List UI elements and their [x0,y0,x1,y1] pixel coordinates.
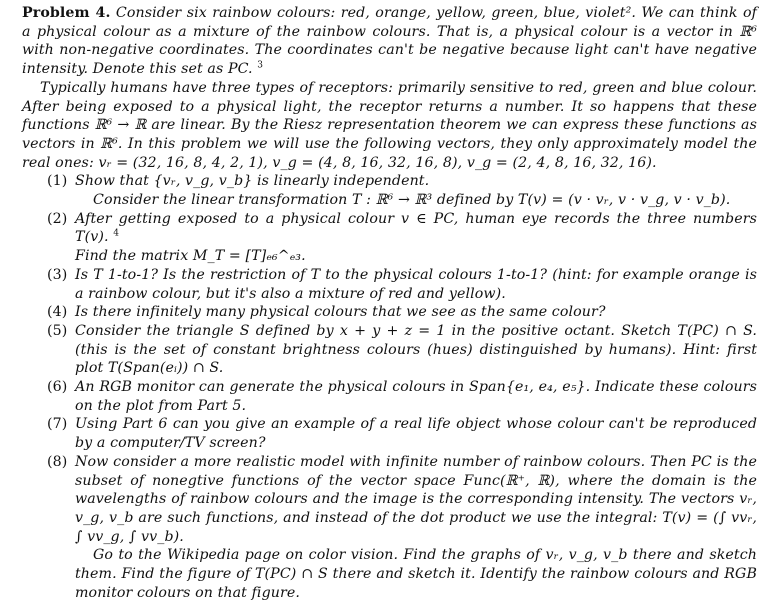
question-number: (1) [47,173,68,190]
question-number: (2) [47,210,68,227]
intro-text: Consider six rainbow colours: red, orange, yellow, green, blue, violet². We can think of a physical colour as a mixture of the rainbow colours. That is, a physical colour is a vector in ℝ⁶ with non-negative coordinates. The coordinates can't be negative because light can't have negative intensity. Denote this set as PC. [22,5,757,78]
question-continuation: Find the matrix M_T = [T]ₑ₆^ₑ₃. [75,248,306,265]
receptor-text: Typically humans have three types of receptors: primarily sensitive to red, green and blue colour. After being exposed to a physical light, the receptor returns a number. It so happens that these functions ℝ⁶ → ℝ are linear. By the Riesz representation theorem we can express these functions as vectors in ℝ⁶. In this problem we will use the following vectors, they only approximately model the real ones: [22,79,757,171]
question-item-6 [47,378,757,415]
question-item-8 [47,453,757,603]
question-text: Is there infinitely many physical colours that we see as the same colour? [75,304,606,321]
receptor-paragraph [22,79,757,173]
question-number: (5) [47,322,68,339]
vector-definitions: vᵣ = (32, 16, 8, 4, 2, 1), v_g = (4, 8, 16, 32, 16, 8), v_g = (2, 4, 8, 16, 32, 16). [98,154,657,171]
problem-title: Problem 4. [22,5,111,21]
intro-footnote-marker: 3 [257,60,264,71]
question-number: (8) [47,453,68,470]
question-text: Consider the triangle S defined by x + y + z = 1 in the positive octant. Sketch T(PC) ∩ S. (this is the set of constant brightness colours (hues) distinguished by humans). Hint: first plot T(Span(eᵢ)) ∩ S. [75,322,757,377]
question-item-5 [47,322,757,378]
question-text: After getting exposed to a physical colour v ∈ PC, human eye records the three numbers T(v). [75,210,757,246]
question-list [22,172,757,602]
question-number: (6) [47,379,68,396]
question-number: (4) [47,304,68,321]
question-item-1 [47,172,757,209]
question-number: (7) [47,416,68,433]
problem-intro [22,4,757,79]
question-item-4 [47,303,757,322]
question-text: Is T 1-to-1? Is the restriction of T to the physical colours 1-to-1? (hint: for example orange is a rainbow colour, but it's also a mixture of red and yellow). [75,266,757,302]
question-item-2 [47,210,757,266]
question-continuation: Go to the Wikipedia page on color vision. Find the graphs of vᵣ, v_g, v_b there and sketch them. Find the figure of T(PC) ∩ S there and sketch it. Identify the rainbow colours and RGB monitor colours on that figure. [75,547,757,601]
question-continuation: Consider the linear transformation T : ℝ⁶ → ℝ³ defined by T(v) = (v · vᵣ, v · v_g, v · v_b). [93,192,731,209]
footnote-marker: 4 [113,228,120,239]
question-number: (3) [47,266,68,283]
question-text: An RGB monitor can generate the physical colours in Span{e₁, e₄, e₅}. Indicate these colours on the plot from Part 5. [75,379,757,414]
question-item-3 [47,266,757,303]
question-text: Now consider a more realistic model with infinite number of rainbow colours. Then PC is the subset of nonegtive functions of the vector space Func(ℝ⁺, ℝ), where the domain is the wavelengths of rainbow colours and the image is the corresponding intensity. The vectors vᵣ, v_g, v_b are such functions, and instead of the dot product we use the integral: T(v) = (∫ vvᵣ, ∫ vv_g, ∫ vv_b). [75,453,757,545]
question-text: Show that {vᵣ, v_g, v_b} is linearly independent. [75,173,430,190]
question-text: Using Part 6 can you give an example of a real life object whose colour can't be reproduced by a computer/TV screen? [75,416,757,452]
question-item-7 [47,415,757,452]
